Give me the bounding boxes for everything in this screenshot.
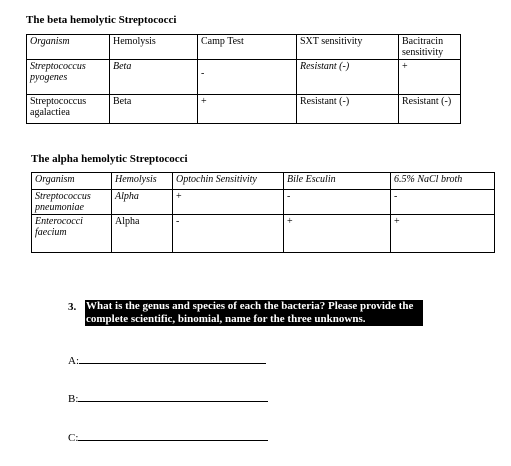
table-header-row bbox=[32, 173, 495, 190]
table-cell: - bbox=[284, 190, 391, 215]
table-cell: + bbox=[198, 95, 297, 124]
answer-a bbox=[68, 353, 266, 367]
col-header-hemolysis: Hemolysis bbox=[110, 35, 198, 60]
table-cell: Resistant (-) bbox=[297, 60, 399, 95]
table-cell: Resistant (-) bbox=[399, 95, 461, 124]
answer-line[interactable] bbox=[79, 353, 266, 364]
table-row bbox=[32, 190, 495, 215]
table-cell: Streptococcus pneumoniae bbox=[32, 190, 112, 215]
table-cell: Enterococci faecium bbox=[32, 215, 112, 253]
col-header-bacitracin: Bacitracin sensitivity bbox=[399, 35, 461, 60]
table-cell: Streptococcus agalactiea bbox=[27, 95, 110, 124]
table-cell: - bbox=[391, 190, 495, 215]
answer-label: C: bbox=[68, 432, 79, 444]
col-header-nacl: 6.5% NaCl broth bbox=[391, 173, 495, 190]
table-cell: + bbox=[284, 215, 391, 253]
table-cell: Resistant (-) bbox=[297, 95, 399, 124]
answer-label: A: bbox=[68, 355, 79, 367]
table-cell: + bbox=[173, 190, 284, 215]
answer-b bbox=[68, 391, 268, 405]
table-cell: Alpha bbox=[112, 215, 173, 253]
answer-c bbox=[68, 430, 268, 444]
col-header-optochin: Optochin Sensitivity bbox=[173, 173, 284, 190]
alpha-heading: The alpha hemolytic Streptococci bbox=[31, 153, 188, 165]
table-header-row bbox=[27, 35, 461, 60]
table-cell: + bbox=[399, 60, 461, 95]
answer-label: B: bbox=[68, 393, 79, 405]
beta-table bbox=[26, 34, 461, 124]
table-cell: Beta bbox=[110, 95, 198, 124]
table-row bbox=[27, 95, 461, 124]
table-row bbox=[27, 60, 461, 95]
col-header-organism: Organism bbox=[27, 35, 110, 60]
table-cell: - bbox=[173, 215, 284, 253]
question-text: What is the genus and species of each the bacteria? Please provide the complete scientific, binomial, name for the three unknowns. bbox=[85, 300, 423, 326]
col-header-sxt: SXT sensitivity bbox=[297, 35, 399, 60]
col-header-bile-esculin: Bile Esculin bbox=[284, 173, 391, 190]
col-header-hemolysis: Hemolysis bbox=[112, 173, 173, 190]
answer-line[interactable] bbox=[78, 391, 268, 402]
col-header-organism: Organism bbox=[32, 173, 112, 190]
answer-line[interactable] bbox=[78, 430, 268, 441]
col-header-camp-test: Camp Test bbox=[198, 35, 297, 60]
question-number: 3. bbox=[68, 301, 77, 313]
table-cell: + bbox=[391, 215, 495, 253]
table-cell: Beta bbox=[110, 60, 198, 95]
table-cell: Streptococcus pyogenes bbox=[27, 60, 110, 95]
table-cell: - bbox=[198, 60, 297, 95]
beta-heading: The beta hemolytic Streptococci bbox=[26, 14, 177, 26]
table-row bbox=[32, 215, 495, 253]
table-cell: Alpha bbox=[112, 190, 173, 215]
alpha-table bbox=[31, 172, 495, 253]
